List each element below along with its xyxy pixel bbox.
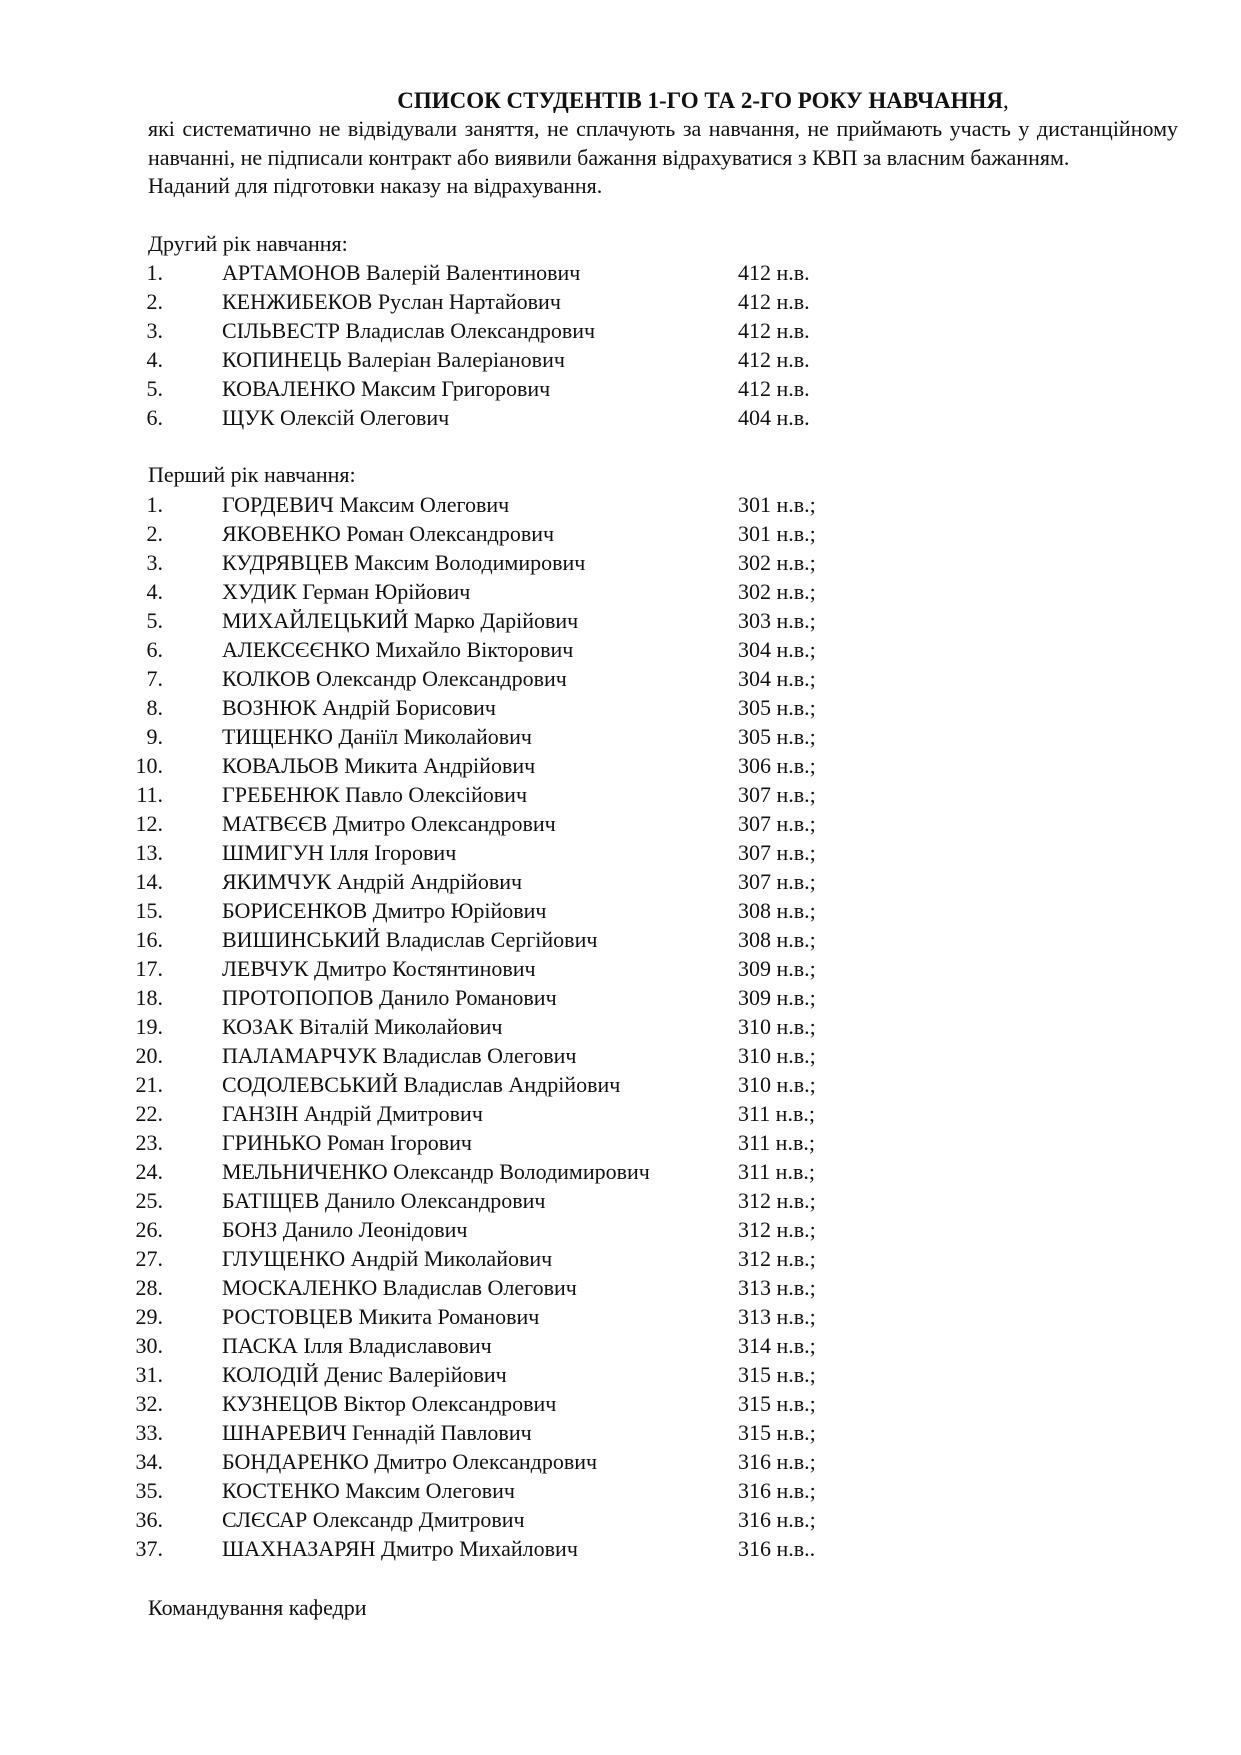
student-name: ШНАРЕВИЧ Геннадій Павлович [222, 1419, 532, 1445]
list-item [148, 345, 1178, 374]
item-number: 7. [146, 665, 163, 691]
student-name: МИХАЙЛЕЦЬКИЙ Марко Дарійович [222, 607, 579, 633]
list-item [135, 1476, 1178, 1505]
group-code: 412 н.в. [738, 289, 810, 315]
second-year-list [148, 258, 1178, 432]
list-item [135, 1534, 1178, 1563]
list-item [135, 1244, 1178, 1273]
group-code: 316 н.в.; [738, 1506, 816, 1532]
list-item [148, 316, 1178, 345]
item-number: 31. [135, 1361, 163, 1387]
group-code: 313 н.в.; [738, 1274, 816, 1300]
student-name: СОДОЛЕВСЬКИЙ Владислав Андрійович [222, 1071, 621, 1097]
student-name: КОЛКОВ Олександр Олександрович [222, 665, 567, 691]
item-number: 2. [146, 520, 163, 546]
list-item [135, 925, 1178, 954]
signature-line: Командування кафедри [148, 1594, 367, 1620]
item-number: 23. [135, 1129, 163, 1155]
group-code: 307 н.в.; [738, 810, 816, 836]
student-name: КОВАЛЬОВ Микита Андрійович [222, 752, 536, 778]
list-item [148, 577, 1178, 606]
list-item [135, 1070, 1178, 1099]
student-name: БОНДАРЕНКО Дмитро Олександрович [222, 1448, 598, 1474]
title-text: СПИСОК СТУДЕНТІВ 1-ГО ТА 2-ГО РОКУ НАВЧАННЯ [397, 88, 1003, 113]
group-code: 308 н.в.; [738, 926, 816, 952]
item-number: 32. [135, 1390, 163, 1416]
list-item [135, 1331, 1178, 1360]
item-number: 26. [135, 1216, 163, 1242]
student-name: КОСТЕНКО Максим Олегович [222, 1477, 515, 1503]
item-number: 5. [146, 607, 163, 633]
list-item [135, 838, 1178, 867]
item-number: 5. [146, 376, 163, 402]
group-code: 303 н.в.; [738, 607, 816, 633]
list-item [135, 954, 1178, 983]
student-name: ГАНЗІН Андрій Дмитрович [222, 1100, 483, 1126]
student-name: МОСКАЛЕНКО Владислав Олегович [222, 1274, 577, 1300]
group-code: 316 н.в.. [738, 1535, 816, 1561]
item-number: 3. [146, 549, 163, 575]
group-code: 306 н.в.; [738, 752, 816, 778]
group-code: 412 н.в. [738, 376, 810, 402]
group-code: 412 н.в. [738, 347, 810, 373]
group-code: 302 н.в.; [738, 549, 816, 575]
group-code: 404 н.в. [738, 405, 810, 431]
list-item [135, 1128, 1178, 1157]
item-number: 1. [146, 260, 163, 286]
list-item [148, 635, 1178, 664]
intro-paragraph: які систематично не відвідували заняття, не сплачують за навчання, не приймають участь у дистанційному навчанні, не підписали контракт або виявили бажання відрахуватися з КВП за власним бажанням. [148, 116, 1178, 170]
list-item [135, 1302, 1178, 1331]
group-code: 314 н.в.; [738, 1332, 816, 1358]
group-code: 315 н.в.; [738, 1390, 816, 1416]
student-name: ГЛУЩЕНКО Андрій Миколайович [222, 1245, 553, 1271]
group-code: 310 н.в.; [738, 1071, 816, 1097]
student-name: ХУДИК Герман Юрійович [222, 578, 471, 604]
item-number: 24. [135, 1158, 163, 1184]
list-item [148, 519, 1178, 548]
group-code: 304 н.в.; [738, 636, 816, 662]
item-number: 6. [146, 405, 163, 431]
group-code: 302 н.в.; [738, 578, 816, 604]
item-number: 35. [135, 1477, 163, 1503]
item-number: 10. [135, 752, 163, 778]
student-name: ШМИГУН Ілля Ігорович [222, 839, 457, 865]
list-item [135, 809, 1178, 838]
student-name: ВОЗНЮК Андрій Борисович [222, 694, 496, 720]
list-item [148, 664, 1178, 693]
student-name: ВИШИНСЬКИЙ Владислав Сергійович [222, 926, 598, 952]
item-number: 11. [136, 781, 163, 807]
list-item [135, 983, 1178, 1012]
list-item [135, 1186, 1178, 1215]
student-name: БАТІЩЕВ Данило Олександрович [222, 1187, 546, 1213]
student-name: МАТВЄЄВ Дмитро Олександрович [222, 810, 556, 836]
item-number: 1. [146, 491, 163, 517]
student-name: ЯКОВЕНКО Роман Олександрович [222, 520, 555, 546]
item-number: 9. [146, 723, 163, 749]
item-number: 29. [135, 1303, 163, 1329]
group-code: 412 н.в. [738, 318, 810, 344]
list-item [135, 1041, 1178, 1070]
item-number: 2. [146, 289, 163, 315]
student-name: ПРОТОПОПОВ Данило Романович [222, 984, 557, 1010]
student-name: КОЛОДІЙ Денис Валерійович [222, 1361, 507, 1387]
item-number: 22. [135, 1100, 163, 1126]
list-item [148, 693, 1178, 722]
group-code: 304 н.в.; [738, 665, 816, 691]
list-item [148, 287, 1178, 316]
group-code: 301 н.в.; [738, 520, 816, 546]
item-number: 18. [135, 984, 163, 1010]
list-item [135, 751, 1178, 780]
item-number: 8. [146, 694, 163, 720]
document-page [135, 86, 1178, 1622]
group-code: 316 н.в.; [738, 1477, 816, 1503]
list-item [148, 548, 1178, 577]
item-number: 4. [146, 578, 163, 604]
student-name: КУДРЯВЦЕВ Максим Володимирович [222, 549, 586, 575]
student-name: СІЛЬВЕСТР Владислав Олександрович [222, 318, 596, 344]
group-code: 313 н.в.; [738, 1303, 816, 1329]
list-item [135, 867, 1178, 896]
intro-note: Наданий для підготовки наказу на відрахування. [148, 173, 603, 199]
list-item [148, 606, 1178, 635]
list-item [136, 780, 1178, 809]
group-code: 305 н.в.; [738, 694, 816, 720]
item-number: 27. [135, 1245, 163, 1271]
group-code: 315 н.в.; [738, 1361, 816, 1387]
group-code: 312 н.в.; [738, 1187, 816, 1213]
list-item [135, 1157, 1178, 1186]
student-name: ЛЕВЧУК Дмитро Костянтинович [222, 955, 536, 981]
group-code: 311 н.в.; [738, 1158, 815, 1184]
student-name: КОПИНЕЦЬ Валеріан Валеріанович [222, 347, 565, 373]
student-name: ЯКИМЧУК Андрій Андрійович [222, 868, 523, 894]
item-number: 3. [146, 318, 163, 344]
first-year-heading: Перший рік навчання: [148, 462, 356, 488]
student-name: ГРИНЬКО Роман Ігорович [222, 1129, 472, 1155]
list-item [135, 1215, 1178, 1244]
list-item [135, 1360, 1178, 1389]
group-code: 310 н.в.; [738, 1013, 816, 1039]
group-code: 308 н.в.; [738, 897, 816, 923]
group-code: 310 н.в.; [738, 1042, 816, 1068]
item-number: 6. [146, 636, 163, 662]
list-item [148, 490, 1178, 519]
item-number: 34. [135, 1448, 163, 1474]
list-item [148, 722, 1178, 751]
student-name: ГОРДЕВИЧ Максим Олегович [222, 491, 510, 517]
item-number: 36. [135, 1506, 163, 1532]
group-code: 315 н.в.; [738, 1419, 816, 1445]
item-number: 37. [135, 1535, 163, 1561]
item-number: 19. [135, 1013, 163, 1039]
student-name: КОВАЛЕНКО Максим Григорович [222, 376, 551, 402]
list-item [148, 374, 1178, 403]
item-number: 28. [135, 1274, 163, 1300]
student-name: КУЗНЕЦОВ Віктор Олександрович [222, 1390, 557, 1416]
list-item [135, 1099, 1178, 1128]
student-name: ПАЛАМАРЧУК Владислав Олегович [222, 1042, 577, 1068]
student-name: БОНЗ Данило Леонідович [222, 1216, 468, 1242]
student-name: АЛЕКСЄЄНКО Михайло Вікторович [222, 636, 574, 662]
item-number: 16. [135, 926, 163, 952]
student-name: ПАСКА Ілля Владиславович [222, 1332, 492, 1358]
list-item [135, 1389, 1178, 1418]
group-code: 301 н.в.; [738, 491, 816, 517]
list-item [135, 1505, 1178, 1534]
student-name: ШАХНАЗАРЯН Дмитро Михайлович [222, 1535, 578, 1561]
second-year-heading: Другий рік навчання: [148, 230, 348, 256]
list-item [135, 1273, 1178, 1302]
item-number: 12. [135, 810, 163, 836]
student-name: РОСТОВЦЕВ Микита Романович [222, 1303, 540, 1329]
group-code: 309 н.в.; [738, 984, 816, 1010]
item-number: 30. [135, 1332, 163, 1358]
item-number: 14. [135, 868, 163, 894]
list-item [148, 403, 1178, 432]
list-item [135, 1012, 1178, 1041]
item-number: 4. [146, 347, 163, 373]
group-code: 305 н.в.; [738, 723, 816, 749]
item-number: 25. [135, 1187, 163, 1213]
student-name: АРТАМОНОВ Валерій Валентинович [222, 260, 581, 286]
document-title [228, 86, 1178, 115]
item-number: 20. [135, 1042, 163, 1068]
item-number: 33. [135, 1419, 163, 1445]
group-code: 307 н.в.; [738, 868, 816, 894]
student-name: ТИЩЕНКО Даніїл Миколайович [222, 723, 532, 749]
group-code: 412 н.в. [738, 260, 810, 286]
list-item [148, 258, 1178, 287]
group-code: 309 н.в.; [738, 955, 816, 981]
title-punctuation: , [1003, 88, 1009, 113]
item-number: 15. [135, 897, 163, 923]
student-name: МЕЛЬНИЧЕНКО Олександр Володимирович [222, 1158, 650, 1184]
group-code: 311 н.в.; [738, 1129, 815, 1155]
group-code: 316 н.в.; [738, 1448, 816, 1474]
group-code: 307 н.в.; [738, 781, 816, 807]
student-name: БОРИСЕНКОВ Дмитро Юрійович [222, 897, 547, 923]
student-name: КЕНЖИБЕКОВ Руслан Нартайович [222, 289, 561, 315]
student-name: ЩУК Олексій Олегович [222, 405, 450, 431]
group-code: 307 н.в.; [738, 839, 816, 865]
group-code: 312 н.в.; [738, 1216, 816, 1242]
list-item [135, 1418, 1178, 1447]
item-number: 13. [135, 839, 163, 865]
list-item [135, 896, 1178, 925]
student-name: КОЗАК Віталій Миколайович [222, 1013, 503, 1039]
item-number: 17. [135, 955, 163, 981]
student-name: СЛЄСАР Олександр Дмитрович [222, 1506, 525, 1532]
group-code: 311 н.в.; [738, 1100, 815, 1126]
student-name: ГРЕБЕНЮК Павло Олексійович [222, 781, 528, 807]
list-item [135, 1447, 1178, 1476]
first-year-list [135, 490, 1178, 1563]
item-number: 21. [135, 1071, 163, 1097]
group-code: 312 н.в.; [738, 1245, 816, 1271]
